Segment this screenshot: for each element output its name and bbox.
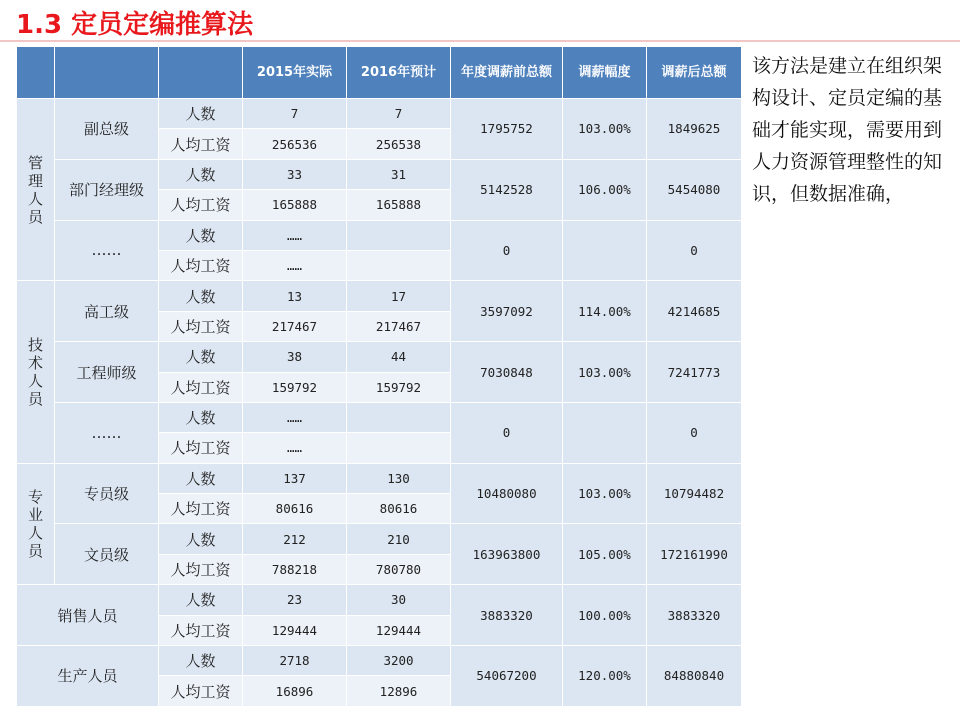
value-2016: 3200 [347,646,451,676]
table-row [17,463,742,493]
value-2015: …… [243,402,347,432]
table-row [17,524,742,554]
table-row [17,646,742,676]
header-post-raise-total: 调薪后总额 [647,47,742,99]
pre-raise-total: 3597092 [451,281,563,342]
header-cell [17,47,55,99]
post-raise-total: 7241773 [647,342,742,403]
value-2016: 256538 [347,129,451,159]
table-row [17,159,742,189]
level-name: 文员级 [55,524,159,585]
table-row [17,281,742,311]
value-2016: 129444 [347,615,451,645]
value-2016: 159792 [347,372,451,402]
metric-label: 人均工资 [159,250,243,280]
category-label [17,463,55,585]
value-2016: 30 [347,585,451,615]
metric-label: 人均工资 [159,190,243,220]
value-2015: 165888 [243,190,347,220]
metric-label: 人均工资 [159,676,243,706]
metric-label: 人均工资 [159,372,243,402]
metric-label: 人均工资 [159,129,243,159]
metric-label: 人均工资 [159,433,243,463]
metric-label: 人数 [159,524,243,554]
header-2016-forecast: 2016年预计 [347,47,451,99]
value-2016: 31 [347,159,451,189]
value-2016: 217467 [347,311,451,341]
metric-label: 人数 [159,342,243,372]
value-2015: 7 [243,99,347,129]
metric-label: 人数 [159,463,243,493]
post-raise-total: 0 [647,220,742,281]
value-2016: 7 [347,99,451,129]
table-row [17,342,742,372]
value-2016 [347,433,451,463]
value-2015: 217467 [243,311,347,341]
raise-rate [563,220,647,281]
role-name: 销售人员 [17,585,159,646]
value-2015: 80616 [243,494,347,524]
post-raise-total: 1849625 [647,99,742,160]
pre-raise-total: 7030848 [451,342,563,403]
metric-label: 人数 [159,585,243,615]
value-2016: 80616 [347,494,451,524]
title-divider [0,40,960,42]
metric-label: 人均工资 [159,311,243,341]
value-2016: 17 [347,281,451,311]
table-header-row [17,47,742,99]
category-label [17,99,55,281]
value-2015: 212 [243,524,347,554]
value-2016: 12896 [347,676,451,706]
role-name: 生产人员 [17,646,159,707]
value-2016: 210 [347,524,451,554]
raise-rate: 103.00% [563,99,647,160]
header-cell [159,47,243,99]
post-raise-total: 3883320 [647,585,742,646]
value-2015: 137 [243,463,347,493]
metric-label: 人均工资 [159,494,243,524]
value-2015: 16896 [243,676,347,706]
header-pre-raise-total: 年度调薪前总额 [451,47,563,99]
value-2015: …… [243,220,347,250]
raise-rate: 100.00% [563,585,647,646]
value-2016: 780780 [347,554,451,584]
metric-label: 人数 [159,646,243,676]
pre-raise-total: 0 [451,402,563,463]
post-raise-total: 10794482 [647,463,742,524]
header-2015-actual: 2015年实际 [243,47,347,99]
raise-rate: 105.00% [563,524,647,585]
raise-rate: 106.00% [563,159,647,220]
table-row [17,99,742,129]
raise-rate: 103.00% [563,342,647,403]
post-raise-total: 0 [647,402,742,463]
side-description: 该方法是建立在组织架构设计、定员定编的基础才能实现，需要用到人力资源管理整性的知识，但数据准确， [752,55,943,205]
category-text: 专业人员 [27,487,43,560]
metric-label: 人均工资 [159,615,243,645]
value-2015: …… [243,250,347,280]
pre-raise-total: 10480080 [451,463,563,524]
value-2015: 256536 [243,129,347,159]
pre-raise-total: 1795752 [451,99,563,160]
metric-label: 人数 [159,402,243,432]
table-row [17,585,742,615]
raise-rate: 114.00% [563,281,647,342]
header-cell [55,47,159,99]
category-text: 管理人员 [27,153,43,226]
value-2015: 38 [243,342,347,372]
level-name: 专员级 [55,463,159,524]
value-2016 [347,402,451,432]
value-2016: 165888 [347,190,451,220]
pre-raise-total: 163963800 [451,524,563,585]
level-name: 部门经理级 [55,159,159,220]
metric-label: 人数 [159,281,243,311]
pre-raise-total: 0 [451,220,563,281]
level-name: …… [55,220,159,281]
value-2015: 23 [243,585,347,615]
post-raise-total: 4214685 [647,281,742,342]
header-raise-rate: 调薪幅度 [563,47,647,99]
raise-rate: 103.00% [563,463,647,524]
post-raise-total: 5454080 [647,159,742,220]
value-2015: …… [243,433,347,463]
metric-label: 人数 [159,99,243,129]
level-name: …… [55,402,159,463]
value-2016: 130 [347,463,451,493]
table-row [17,402,742,432]
level-name: 工程师级 [55,342,159,403]
pre-raise-total: 3883320 [451,585,563,646]
level-name: 副总级 [55,99,159,160]
post-raise-total: 84880840 [647,646,742,707]
level-name: 高工级 [55,281,159,342]
value-2016 [347,250,451,280]
pre-raise-total: 54067200 [451,646,563,707]
table-row [17,220,742,250]
raise-rate [563,402,647,463]
value-2015: 788218 [243,554,347,584]
salary-table [16,46,742,707]
value-2016 [347,220,451,250]
value-2015: 33 [243,159,347,189]
pre-raise-total: 5142528 [451,159,563,220]
raise-rate: 120.00% [563,646,647,707]
value-2015: 129444 [243,615,347,645]
metric-label: 人数 [159,159,243,189]
metric-label: 人数 [159,220,243,250]
value-2016: 44 [347,342,451,372]
value-2015: 13 [243,281,347,311]
value-2015: 2718 [243,646,347,676]
post-raise-total: 172161990 [647,524,742,585]
category-label [17,281,55,463]
value-2015: 159792 [243,372,347,402]
slide-title: 1.3 定员定编推算法 [16,10,254,40]
category-text: 技术人员 [27,336,43,409]
metric-label: 人均工资 [159,554,243,584]
